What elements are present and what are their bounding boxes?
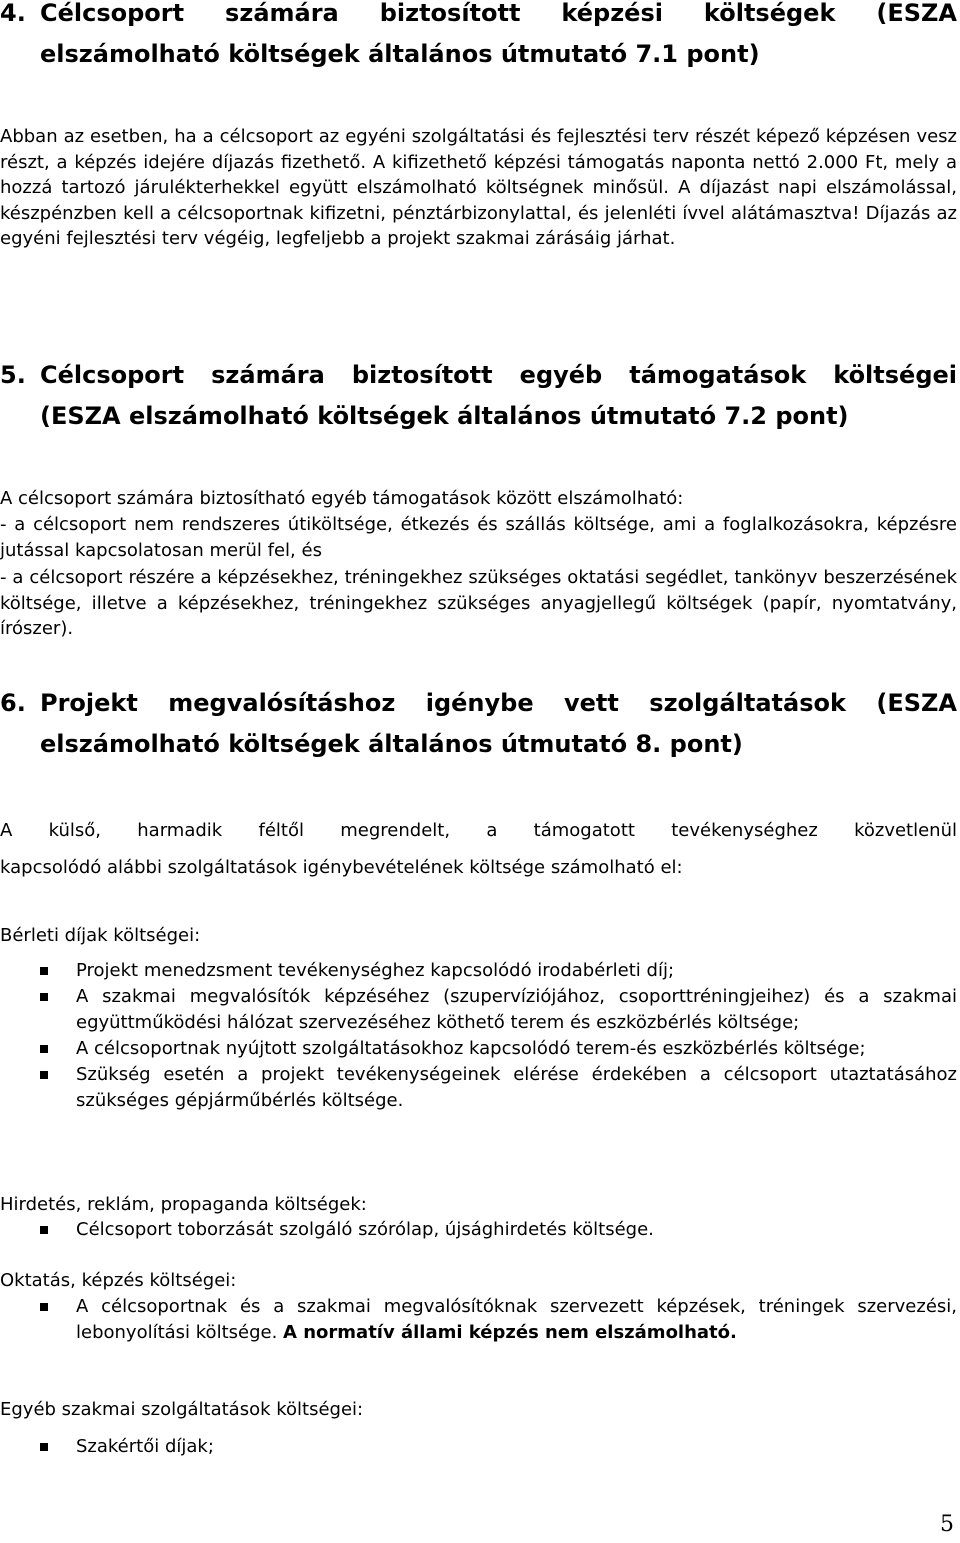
ads-costs-label: Hirdetés, reklám, propaganda költségek: xyxy=(0,1194,367,1215)
page-number: 5 xyxy=(940,1512,954,1537)
list-item: A célcsoportnak és a szakmai megvalósítóknak szervezett képzések, tréningek szervezési, lebonyolítási költsége. A normatív állami képzés nem elszámolható. xyxy=(0,1294,957,1346)
section-4-title-line1: Célcsoport számára biztosított képzési költségek (ESZA xyxy=(40,0,957,27)
bullet-square-icon xyxy=(40,1071,48,1079)
section-6-title-line2: elszámolható költségek általános útmutató 8. pont) xyxy=(40,730,743,758)
section-5-item-1: - a célcsoport nem rendszeres útiköltsége, étkezés és szállás költsége, ami a foglalkozásokra, képzésre jutással kapcsolatosan merül fel, és xyxy=(0,514,957,561)
education-costs-label: Oktatás, képzés költségei: xyxy=(0,1270,237,1291)
bullet-square-icon xyxy=(40,1303,48,1311)
section-6-paragraph-line1: A külső, harmadik féltől megrendelt, a támogatott tevékenységhez közvetlenül xyxy=(0,820,957,841)
section-6-paragraph-line2: kapcsolódó alábbi szolgáltatások igénybevételének költsége számolható el: xyxy=(0,857,683,878)
section-5-intro: A célcsoport számára biztosítható egyéb támogatások között elszámolható: xyxy=(0,488,684,509)
bullet-square-icon xyxy=(40,1226,48,1234)
section-5-number: 5. xyxy=(0,361,26,389)
bullet-square-icon xyxy=(40,1045,48,1053)
section-5-item-2: - a célcsoport részére a képzésekhez, tréningekhez szükséges oktatási segédlet, tankönyv beszerzésének költsége, illetve a képzésekhez, tréningekhez szükséges anyagjellegű költségek (papír, nyomtatvány, írószer). xyxy=(0,567,957,640)
section-4-title-line2: elszámolható költségek általános útmutató 7.1 pont) xyxy=(40,40,760,68)
section-6-heading xyxy=(0,683,957,765)
other-costs-list xyxy=(0,1434,957,1460)
rent-costs-list xyxy=(0,958,957,1114)
section-4-paragraph: Abban az esetben, ha a célcsoport az egyéni szolgáltatási és fejlesztési terv részét képező képzésen vesz részt, a képzés idejére díjazás fizethető. A kifizethető képzési támogatás naponta nettó 2.000 Ft, mely a hozzá tartozó járulékterhekkel együtt elszámolható költségnek minősül. A díjazást napi elszámolással, készpénzben kell a célcsoportnak kifizetni, pénztárbizonylattal, és jelenléti ívvel alátámasztva! Díjazás az egyéni fejlesztési terv végéig, legfeljebb a projekt szakmai zárásáig járhat. xyxy=(0,126,957,250)
list-item: Szükség esetén a projekt tevékenységeinek elérése érdekében a célcsoport utaztatásához szükséges gépjárműbérlés költsége. xyxy=(0,1062,957,1114)
ads-costs-list xyxy=(0,1217,957,1243)
list-item: Projekt menedzsment tevékenységhez kapcsolódó irodabérleti díj; xyxy=(0,958,957,984)
other-costs-label: Egyéb szakmai szolgáltatások költségei: xyxy=(0,1399,364,1420)
section-6-title-line1: Projekt megvalósításhoz igénybe vett szolgáltatások (ESZA xyxy=(40,689,957,717)
section-6-number: 6. xyxy=(0,689,26,717)
rent-costs-label: Bérleti díjak költségei: xyxy=(0,925,201,946)
education-note-bold: A normatív állami képzés nem elszámolható. xyxy=(283,1322,737,1343)
list-item: Szakértői díjak; xyxy=(0,1434,957,1460)
section-5-title-line2: (ESZA elszámolható költségek általános útmutató 7.2 pont) xyxy=(40,402,849,430)
list-item: A szakmai megvalósítók képzéséhez (szupervíziójához, csoporttréningjeihez) és a szakmai együttműködési hálózat szervezéséhez köthető terem és eszközbérlés költsége; xyxy=(0,984,957,1036)
section-5-title-line1: Célcsoport számára biztosított egyéb támogatások költségei xyxy=(40,361,957,389)
bullet-square-icon xyxy=(40,1443,48,1451)
section-5-heading xyxy=(0,355,957,437)
list-item: A célcsoportnak nyújtott szolgáltatásokhoz kapcsolódó terem-és eszközbérlés költsége; xyxy=(0,1036,957,1062)
bullet-square-icon xyxy=(40,967,48,975)
bullet-square-icon xyxy=(40,993,48,1001)
section-4-heading xyxy=(0,0,957,75)
education-costs-list xyxy=(0,1294,957,1346)
section-6-paragraph xyxy=(0,812,957,886)
section-4-number: 4. xyxy=(0,0,26,27)
list-item: Célcsoport toborzását szolgáló szórólap, újsághirdetés költsége. xyxy=(0,1217,957,1243)
